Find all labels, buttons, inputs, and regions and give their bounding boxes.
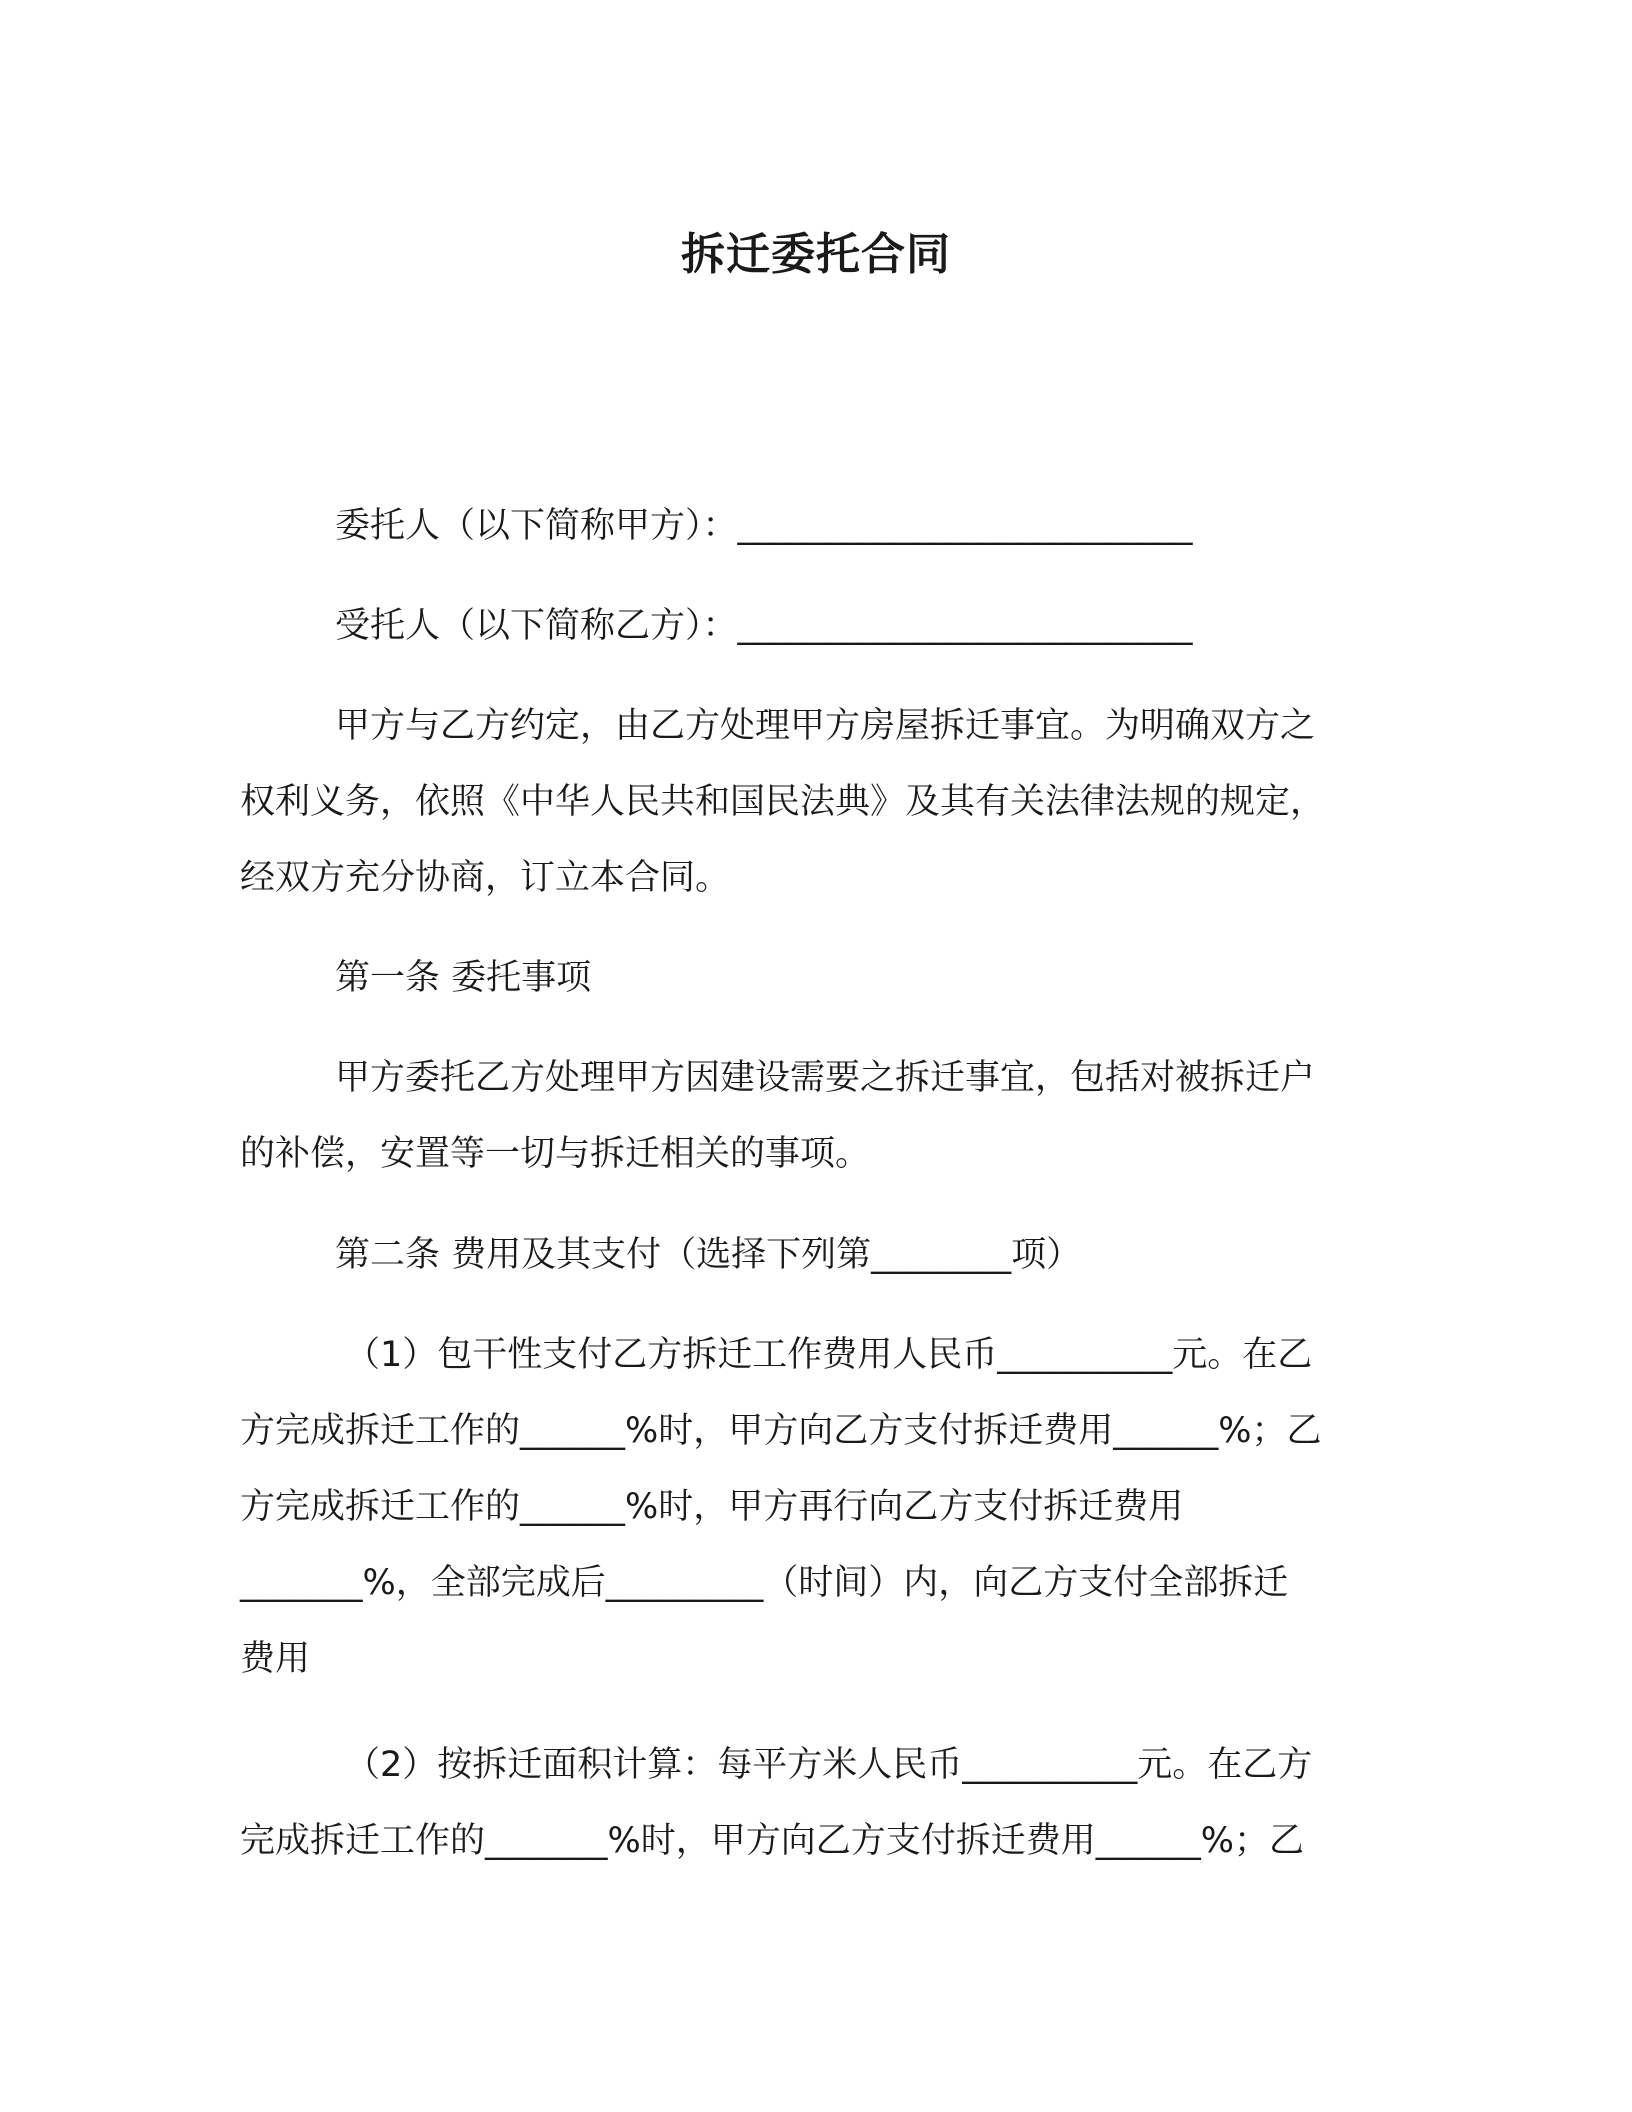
article-1-text-line-2: 的补偿，安置等一切与拆迁相关的事项。 [240,1134,871,1174]
option-1-line-4: _______%，全部完成后_________（时间）内，向乙方支付全部拆迁 [240,1563,1289,1603]
option-1-line-1: （1）包干性支付乙方拆迁工作费用人民币__________元。在乙 [345,1335,1313,1375]
party-a-line: 委托人（以下简称甲方）：__________________________ [335,506,1193,546]
intro-paragraph-line-2: 权利义务，依照《中华人民共和国民法典》及其有关法律法规的规定， [240,782,1326,822]
document-title: 拆迁委托合同 [681,229,951,280]
option-2-line-1: （2）按拆迁面积计算：每平方米人民币__________元。在乙方 [345,1745,1313,1785]
article-1-heading: 第一条 委托事项 [335,958,592,998]
article-2-heading: 第二条 费用及其支付（选择下列第________项） [335,1235,1082,1275]
option-1-line-5: 费用 [240,1639,311,1679]
intro-paragraph-line-3: 经双方充分协商，订立本合同。 [240,858,731,898]
option-1-line-2: 方完成拆迁工作的______%时，甲方向乙方支付拆迁费用______%；乙 [240,1411,1322,1451]
article-1-text-line-1: 甲方委托乙方处理甲方因建设需要之拆迁事宜，包括对被拆迁户 [335,1058,1316,1098]
intro-paragraph-line-1: 甲方与乙方约定，由乙方处理甲方房屋拆迁事宜。为明确双方之 [335,706,1316,746]
option-1-line-3: 方完成拆迁工作的______%时，甲方再行向乙方支付拆迁费用 [240,1487,1184,1527]
party-b-line: 受托人（以下简称乙方）：__________________________ [335,606,1193,646]
option-2-line-2: 完成拆迁工作的_______%时，甲方向乙方支付拆迁费用______%；乙 [240,1821,1305,1861]
